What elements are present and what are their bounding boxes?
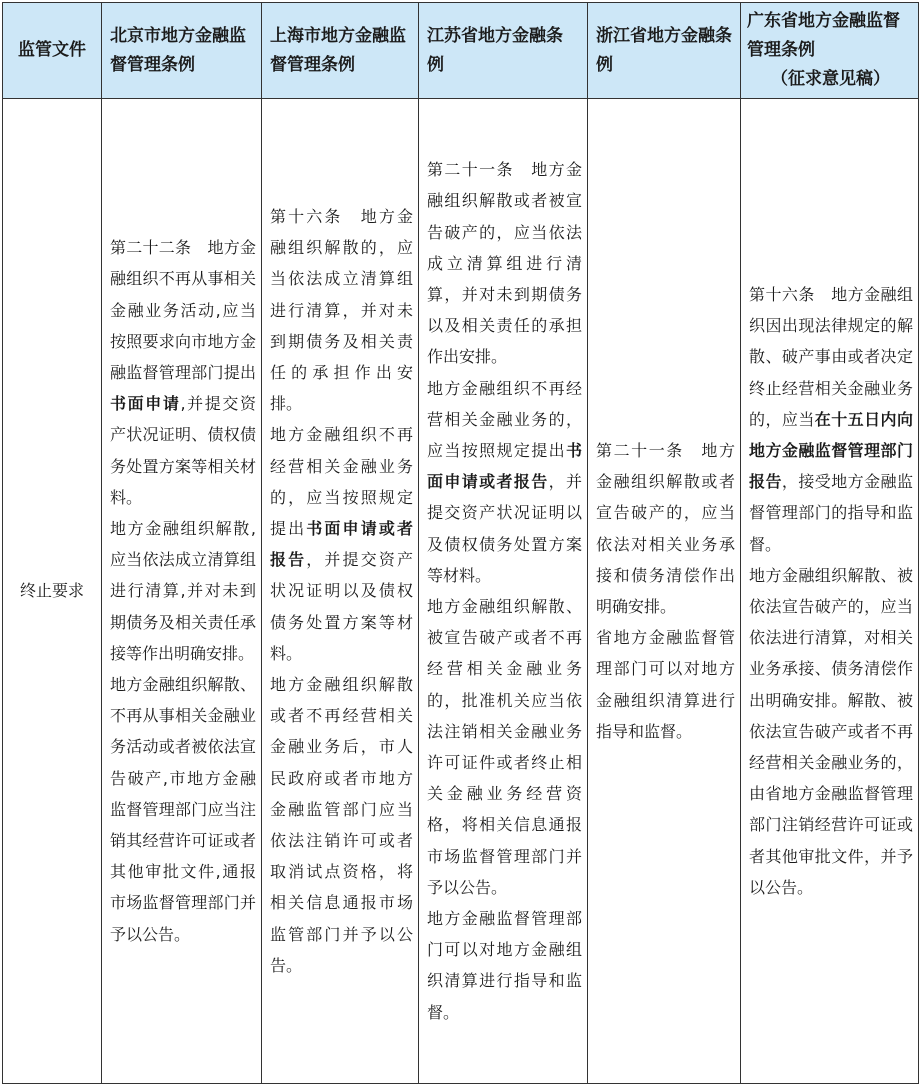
- clause-paragraph: [749, 279, 913, 560]
- emphasized-text: 在十五日内向地方金融监督管理部门报告: [749, 409, 913, 492]
- text-run: 地方金融组织解散、不再从事相关金融业务活动或者被依法宣告破产,市地方金融监督管理部门应当注销其经营许可证或者其他审批文件,通报市场监督管理部门并予以公告。: [110, 675, 256, 944]
- clause-paragraph: [270, 669, 413, 981]
- text-run: 第二十一条 地方金融组织解散或者被宣告破产的，应当依法成立清算组进行清算，并对未到期债务以及相关责任的承担作出安排。: [427, 160, 582, 367]
- clause-paragraph: [270, 419, 413, 669]
- text-run: ，并提交资产状况证明以及债权债务处置方案等材料。: [427, 472, 582, 585]
- cell-shanghai: [262, 99, 419, 1084]
- clause-paragraph: [427, 903, 582, 1028]
- termination-requirements-row: [3, 99, 919, 1084]
- text-run: 地方金融组织不再经营相关金融业务的，应当按照规定提出: [270, 425, 413, 538]
- clause-paragraph: [596, 435, 735, 622]
- cell-beijing: [102, 99, 262, 1084]
- text-run: 地方金融组织不再经营相关金融业务的，应当按照规定提出: [427, 378, 582, 460]
- header-cell-regulatory-document: 监管文件: [3, 3, 102, 99]
- text-run: 省地方金融监督管理部门可以对地方金融组织清算进行指导和监督。: [596, 628, 735, 741]
- clause-paragraph: [427, 373, 582, 591]
- header-cell-guangdong: 广东省地方金融监督管理条例 （征求意见稿）: [741, 3, 919, 99]
- clause-paragraph: [110, 669, 256, 950]
- regulation-comparison-table: [2, 2, 919, 1084]
- clause-paragraph: [427, 154, 582, 372]
- cell-guangdong: [741, 99, 919, 1084]
- clause-paragraph: [270, 201, 413, 419]
- cell-jiangsu: [419, 99, 588, 1084]
- text-run: 第十六条 地方金融组织因出现法律规定的解散、破产事由或者决定终止经营相关金融业务的，应当: [749, 284, 913, 429]
- clause-paragraph: [596, 622, 735, 747]
- text-run: 地方金融组织解散、被宣告破产或者不再经营相关金融业务的，批准机关应当依法注销相关金融业务许可证件或者终止相关金融业务经营资格，将相关信息通报市场监督管理部门并予以公告。: [427, 597, 582, 897]
- clause-paragraph: [110, 232, 256, 513]
- text-run: 地方金融组织解散,应当依法成立清算组进行清算,并对未到期债务及相关责任承接等作出明确安排。: [110, 518, 256, 663]
- header-row: [3, 3, 919, 99]
- emphasized-text: 书面申请或者报告: [270, 518, 413, 570]
- cell-zhejiang: [588, 99, 741, 1084]
- text-run: 地方金融组织解散、被依法宣告破产的，应当依法进行清算，对相关业务承接、债务清偿作出明确安排。解散、被依法宣告破产或者不再经营相关金融业务的，由省地方金融监督管理部门注销经营许可证或者其他审批文件，并予以公告。: [749, 565, 913, 897]
- header-subtitle-draft: （征求意见稿）: [771, 69, 890, 89]
- emphasized-text: 书面申请或者报告: [427, 440, 582, 492]
- row-label-termination: 终止要求: [3, 99, 102, 1084]
- text-run: 地方金融组织解散或者不再经营相关金融业务后，市人民政府或者市地方金融监管部门应当依法注销许可或者取消试点资格，将相关信息通报市场监管部门并予以公告。: [270, 675, 413, 975]
- text-run: 第二十二条 地方金融组织不再从事相关金融业务活动,应当按照要求向市地方金融监督管理部门提出: [110, 238, 256, 382]
- header-cell-shanghai: 上海市地方金融监督管理条例: [262, 3, 419, 99]
- clause-paragraph: [110, 513, 256, 669]
- clause-paragraph: [749, 560, 913, 903]
- header-cell-beijing: 北京市地方金融监督管理条例: [102, 3, 262, 99]
- clause-paragraph: [427, 591, 582, 903]
- text-run: 第十六条 地方金融组织解散的，应当依法成立清算组进行清算，并对未到期债务及相关责任的承担作出安排。: [270, 206, 413, 414]
- text-run: ，并提交资产状况证明以及债权债务处置方案等材料。: [270, 550, 413, 663]
- emphasized-text: 书面申请: [110, 394, 181, 414]
- text-run: ,并提交资产状况证明、债权债务处置方案等相关材料。: [110, 394, 256, 507]
- text-run: ，接受地方金融监督管理部门的指导和监督。: [749, 472, 913, 554]
- header-cell-zhejiang: 浙江省地方金融条例: [588, 3, 741, 99]
- text-run: 第二十一条 地方金融组织解散或者宣告破产的，应当依法对相关业务承接和债务清偿作出明确安排。: [596, 440, 735, 616]
- text-run: 地方金融监督管理部门可以对地方金融组织清算进行指导和监督。: [427, 909, 582, 1022]
- header-cell-jiangsu: 江苏省地方金融条例: [419, 3, 588, 99]
